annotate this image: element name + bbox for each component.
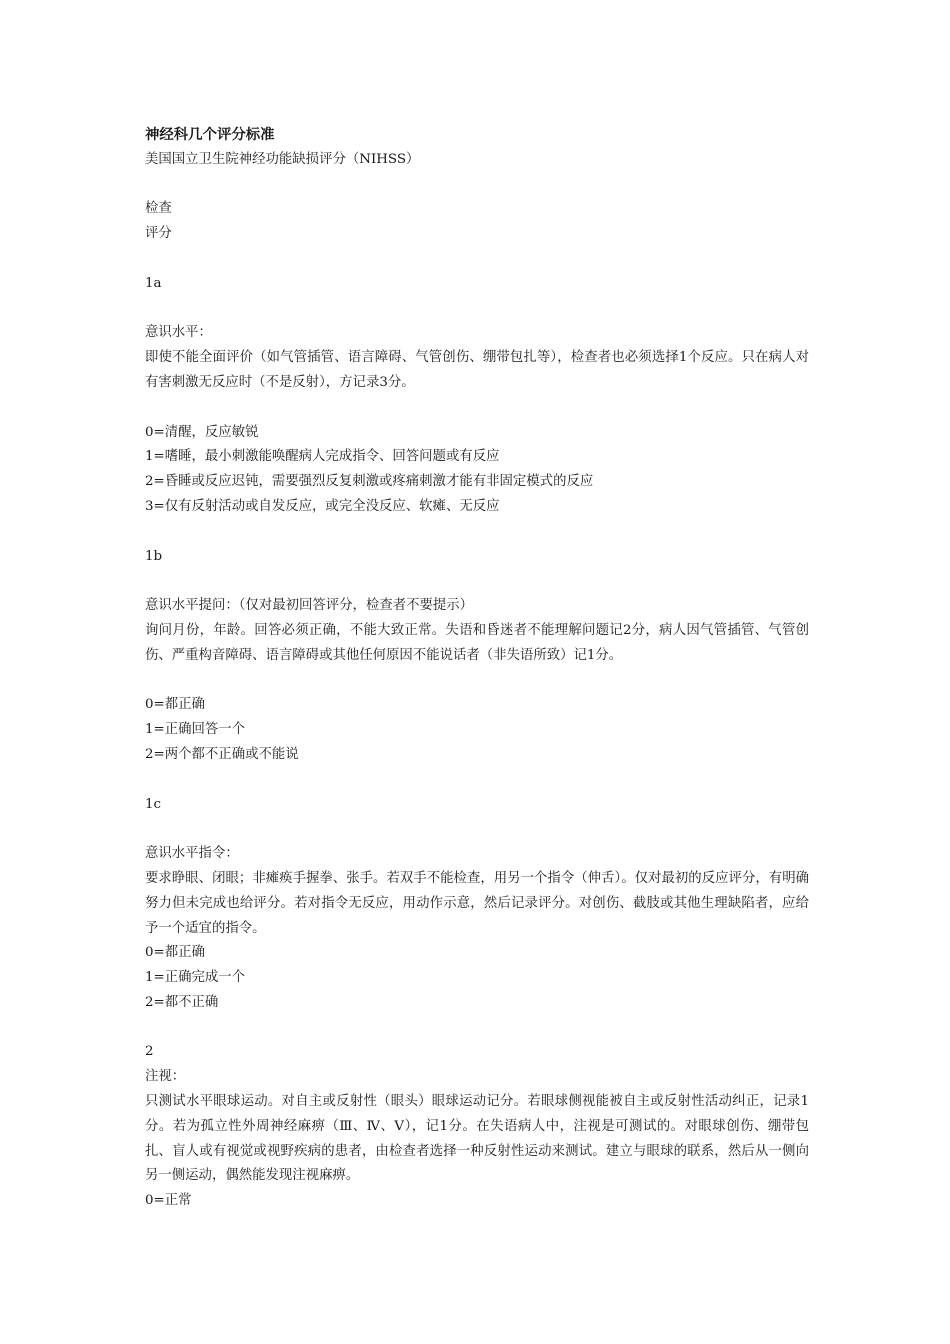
blank-line (145, 247, 809, 272)
item-description: 询问月份，年龄。回答必须正确，不能大致正常。失语和昏迷者不能理解问题记2分，病人因气管插管、气管创伤、严重构音障碍、语言障碍或其他任何原因不能说话者（非失语所致）记1分。 (145, 622, 809, 663)
score-option: 1=嗜睡，最小刺激能唤醒病人完成指令、回答问题或有反应 (145, 449, 500, 465)
score-option: 0=正常 (145, 1193, 192, 1209)
blank-line (145, 520, 809, 545)
score-option: 0=都正确 (145, 697, 205, 713)
item-heading: 意识水平提问：（仅对最初回答评分，检查者不要提示） (145, 598, 474, 614)
blank-line (145, 569, 809, 594)
item-description: 即使不能全面评价（如气管插管、语言障碍、气管创伤、绷带包扎等），检查者也必须选择1个反应。只在病人对有害刺激无反应时（不是反射），方记录3分。 (145, 350, 809, 390)
item-heading: 注视： (145, 1069, 186, 1085)
blank-line (145, 396, 809, 421)
document-body (145, 123, 809, 1214)
item-heading: 意识水平： (145, 325, 212, 341)
score-option: 2=昏睡或反应迟钝，需要强烈反复刺激或疼痛刺激才能有非固定模式的反应 (145, 474, 594, 490)
score-option: 3=仅有反射活动或自发反应，或完全没反应、软瘫、无反应 (145, 498, 500, 514)
score-option: 2=两个都不正确或不能说 (145, 746, 299, 762)
item-code: 1a (145, 275, 162, 291)
score-option: 1=正确回答一个 (145, 722, 246, 738)
item-heading: 意识水平指令： (145, 846, 239, 862)
document-title: 神经科几个评分标准 (145, 126, 275, 143)
score-option: 1=正确完成一个 (145, 970, 246, 986)
item-description: 只测试水平眼球运动。对自主或反射性（眼头）眼球运动记分。若眼球侧视能被自主或反射性活动纠正，记录1分。若为孤立性外周神经麻痹（Ⅲ、Ⅳ、Ⅴ），记1分。在失语病人中，注视是可测试的。对眼球创伤、绷带包扎、盲人或有视觉或视野疾病的患者，由检查者选择一种反射性运动来测试。建立与眼球的联系，然后从一侧向另一侧运动，偶然能发现注视麻痹。 (145, 1094, 809, 1184)
score-option: 2=都不正确 (145, 994, 219, 1010)
document-subtitle: 美国国立卫生院神经功能缺损评分（NIHSS） (145, 151, 420, 167)
header-score: 评分 (145, 226, 172, 242)
blank-line (145, 297, 809, 322)
item-description: 要求睁眼、闭眼；非瘫痪手握拳、张手。若双手不能检查，用另一个指令（伸舌）。仅对最初的反应评分，有明确努力但未完成也给评分。若对指令无反应，用动作示意，然后记录评分。对创伤、截肢或其他生理缺陷者，应给予一个适宜的指令。 (145, 870, 809, 936)
score-option: 0=清醒，反应敏锐 (145, 424, 259, 440)
score-option: 0=都正确 (145, 945, 205, 961)
blank-line (145, 1016, 809, 1041)
item-code: 1c (145, 796, 162, 812)
item-code: 1b (145, 548, 163, 564)
item-code: 2 (145, 1044, 154, 1060)
blank-line (145, 669, 809, 694)
header-exam: 检查 (145, 201, 172, 217)
blank-line (145, 817, 809, 842)
blank-line (145, 173, 809, 198)
blank-line (145, 768, 809, 793)
